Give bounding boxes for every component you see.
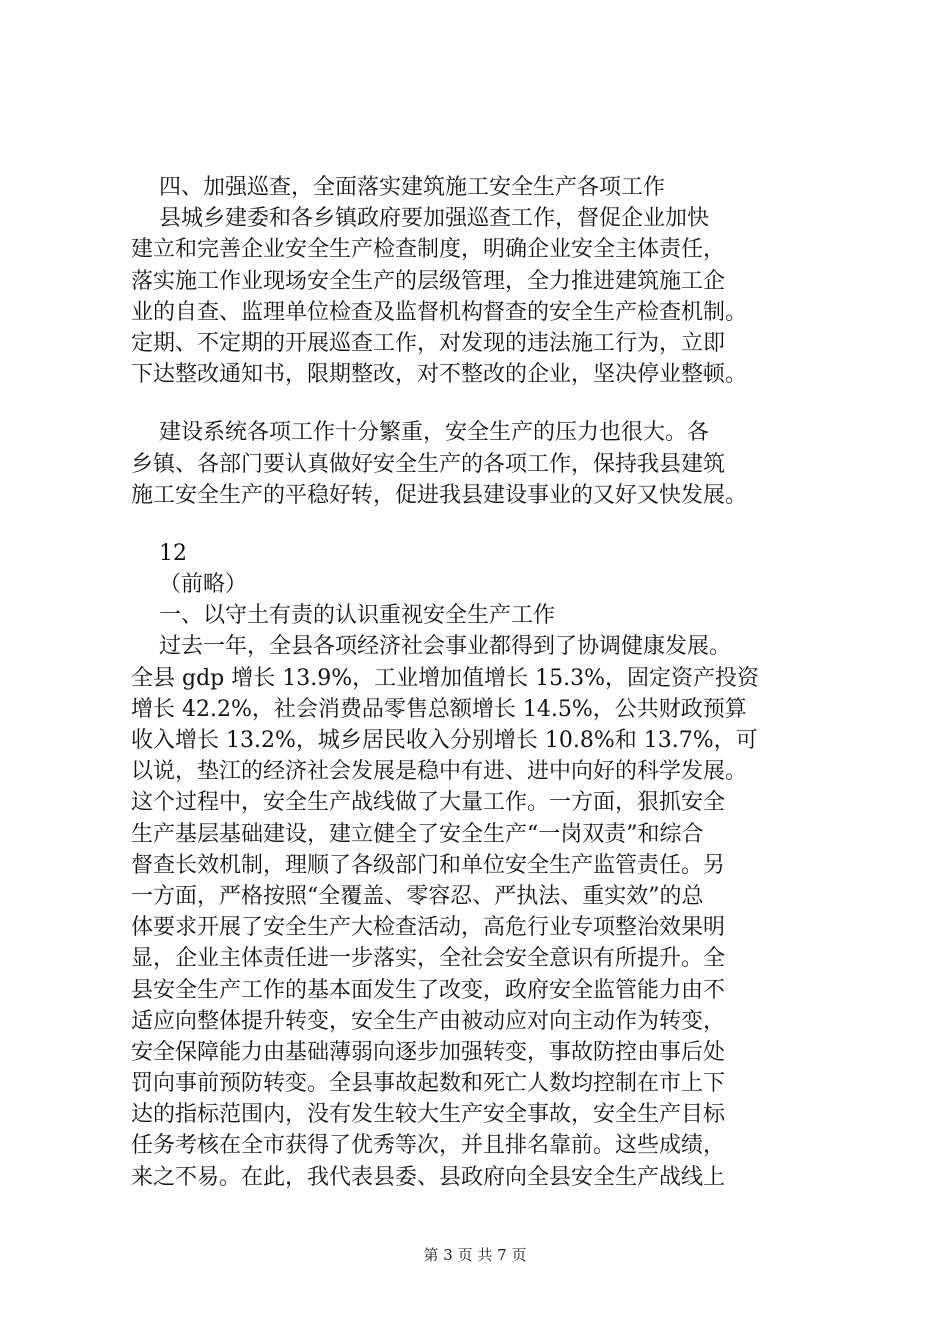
text-line: 安全保障能力由基础薄弱向逐步加强转变，事故防控由事后处 [131,1039,726,1065]
text-line: 业的自查、监理单位检查及监督机构督查的安全生产检查机制。 [131,299,748,325]
text-line: 施工安全生产的平稳好转，促进我县建设事业的又好又快发展。 [131,482,748,508]
paragraph-gap [131,390,851,417]
text-line: 下达整改通知书，限期整改，对不整改的企业，坚决停业整顿。 [131,362,748,388]
document-body [131,172,851,1193]
text-line: 乡镇、各部门要认真做好安全生产的各项工作，保持我县建筑 [131,451,726,477]
text-line: 县城乡建委和各乡镇政府要加强巡查工作，督促企业加快 [131,206,709,232]
text-line: 这个过程中，安全生产战线做了大量工作。一方面，狠抓安全 [131,790,726,816]
text-line: 以说，垫江的经济社会发展是稳中有进、进中向好的科学发展。 [131,759,748,785]
text-line: 增长 42.2%，社会消费品零售总额增长 14.5%，公共财政预算 [131,696,747,722]
text-line: 建设系统各项工作十分繁重，安全生产的压力也很大。各 [131,420,709,446]
text-line: 落实施工作业现场安全生产的层级管理，全力推进建筑施工企 [131,268,726,294]
text-line: 适应向整体提升转变，安全生产由被动应对向主动作为转变， [131,1008,726,1034]
text-line: （前略） [131,572,247,598]
text-line: 体要求开展了安全生产大检查活动，高危行业专项整治效果明 [131,915,726,941]
page-number-footer: 第 3 页 共 7 页 [423,1246,527,1264]
text-line: 全县 gdp 增长 13.9%，工业增加值增长 15.3%，固定资产投资 [131,665,760,691]
text-line: 一方面，严格按照“全覆盖、零容忍、严执法、重实效”的总 [131,883,704,909]
text-line: 来之不易。在此，我代表县委、县政府向全县安全生产战线上 [131,1164,726,1190]
text-line: 任务考核在全市获得了优秀等次，并且排名靠前。这些成绩， [131,1133,726,1159]
text-line: 生产基层基础建设，建立健全了安全生产“一岗双责”和综合 [131,821,704,847]
text-line: 12 [131,540,187,566]
text-line: 过去一年，全县各项经济社会事业都得到了协调健康发展。 [131,634,731,660]
text-line: 建立和完善企业安全生产检查制度，明确企业安全主体责任， [131,237,726,263]
text-line: 督查长效机制，理顺了各级部门和单位安全生产监管责任。另 [131,852,726,878]
text-line: 一、以守土有责的认识重视安全生产工作 [131,603,555,629]
text-line: 显，企业主体责任进一步落实，全社会安全意识有所提升。全 [131,946,726,972]
text-line: 四、加强巡查，全面落实建筑施工安全生产各项工作 [131,175,665,200]
text-line: 定期、不定期的开展巡查工作，对发现的违法施工行为，立即 [131,330,726,356]
paragraph-gap [131,511,851,538]
text-line: 县安全生产工作的基本面发生了改变，政府安全监管能力由不 [131,977,726,1003]
text-line: 达的指标范围内，没有发生较大生产安全事故，安全生产目标 [131,1102,726,1128]
text-line: 罚向事前预防转变。全县事故起数和死亡人数均控制在市上下 [131,1071,726,1097]
text-line: 收入增长 13.2%，城乡居民收入分别增长 10.8%和 13.7%，可 [131,728,758,753]
